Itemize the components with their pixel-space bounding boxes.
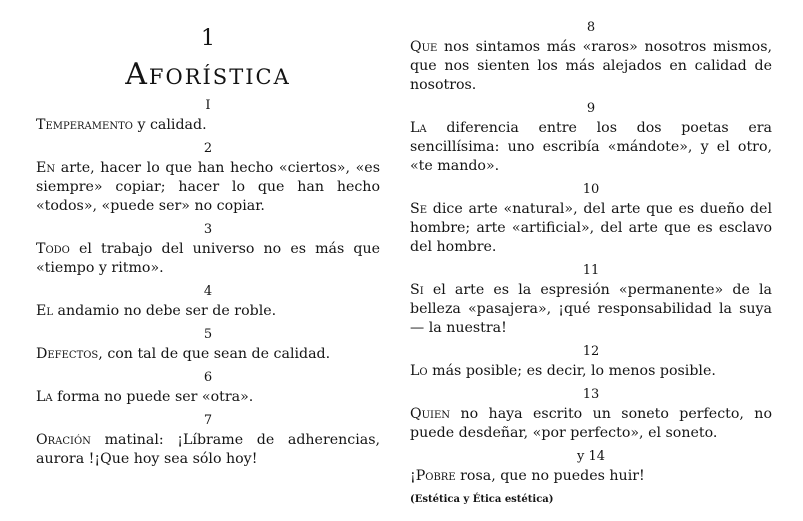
aphorism-lead: Defectos — [36, 346, 99, 362]
right-column — [410, 0, 772, 506]
aphorism-body: y calidad. — [132, 117, 207, 133]
aphorism-body: andamio no debe ser de roble. — [53, 303, 277, 319]
aphorism-number: 10 — [582, 182, 600, 197]
aphorism-text — [36, 159, 380, 216]
aphorism-number: 13 — [582, 387, 600, 402]
aphorism-11 — [410, 263, 772, 338]
aphorism-body: forma no puede ser «otra». — [52, 389, 254, 405]
aphorism-text — [410, 467, 772, 486]
aphorism-12 — [410, 344, 772, 381]
aphorism-8 — [410, 20, 772, 95]
aphorism-text — [36, 431, 380, 469]
aphorism-text — [410, 362, 772, 381]
aphorism-body: arte, hacer lo que han hecho «ciertos», «es siempre» copiar; hacer lo que han hecho «todos», «puede ser» no copiar. — [36, 160, 380, 214]
aphorism-lead: Lo — [410, 363, 428, 379]
aphorism-10 — [410, 182, 772, 257]
aphorism-lead: Temperamento — [36, 117, 133, 133]
aphorism-body: rosa, que no puedes huir! — [455, 468, 645, 484]
aphorism-1 — [36, 98, 380, 135]
aphorism-number: 8 — [586, 20, 596, 35]
aphorism-body: más posible; es decir, lo menos posible. — [427, 363, 716, 379]
aphorism-text — [36, 388, 380, 407]
aphorism-number: 2 — [203, 141, 213, 156]
aphorism-body: nos sintamos más «raros» nosotros mismos, que nos sienten los más alejados en calidad de nosotros. — [410, 39, 772, 93]
aphorism-number: 9 — [586, 101, 596, 116]
left-column — [36, 0, 380, 475]
aphorism-lead: La — [410, 120, 427, 136]
aphorism-body: el arte es la espresión «permanente» de la belleza «pasajera», ¡qué responsabilidad la suya — la nuestra! — [410, 282, 772, 336]
aphorism-7 — [36, 413, 380, 469]
aphorism-2 — [36, 141, 380, 216]
aphorism-5 — [36, 327, 380, 364]
aphorism-number: 6 — [203, 370, 213, 385]
chapter-number: 1 — [201, 26, 215, 51]
source-citation: (Estética y Ética estética) — [410, 494, 554, 505]
aphorism-9 — [410, 101, 772, 176]
aphorism-lead: Se — [410, 201, 428, 217]
aphorism-number: 11 — [582, 263, 600, 278]
aphorism-number: 7 — [203, 413, 213, 428]
aphorism-lead: Que — [410, 39, 438, 55]
aphorism-number: 3 — [203, 222, 213, 237]
aphorism-text — [410, 119, 772, 176]
aphorism-text — [410, 38, 772, 95]
aphorism-body: no haya escrito un soneto perfecto, no puede desdeñar, «por perfecto», el soneto. — [410, 406, 772, 441]
aphorism-lead: ¡Pobre — [410, 468, 456, 484]
aphorism-14 — [410, 449, 772, 486]
aphorism-body: el trabajo del universo no es más que «tiempo y ritmo». — [36, 241, 380, 276]
aphorism-number: 12 — [582, 344, 600, 359]
aphorism-text — [36, 345, 380, 364]
aphorism-number: I — [205, 98, 211, 113]
aphorism-text — [36, 116, 380, 135]
aphorism-3 — [36, 222, 380, 278]
aphorism-number: 4 — [203, 284, 213, 299]
aphorism-text — [410, 200, 772, 257]
aphorism-text — [410, 405, 772, 443]
aphorism-text — [36, 302, 380, 321]
aphorism-body: , con tal de que sean de calidad. — [98, 346, 331, 362]
aphorism-13 — [410, 387, 772, 443]
aphorism-text — [36, 240, 380, 278]
chapter-title: Aforística — [125, 57, 291, 92]
aphorism-lead: Todo — [36, 241, 70, 257]
aphorism-lead: El — [36, 303, 53, 319]
aphorism-body: dice arte «natural», del arte que es dueño del hombre; arte «artificial», del arte que es esclavo del hombre. — [410, 201, 772, 255]
aphorism-lead: En — [36, 160, 56, 176]
aphorism-lead: Oración — [36, 432, 91, 448]
aphorism-number: y 14 — [576, 449, 606, 464]
aphorism-lead: La — [36, 389, 53, 405]
aphorism-6 — [36, 370, 380, 407]
aphorism-number: 5 — [203, 327, 213, 342]
aphorism-text — [410, 281, 772, 338]
aphorism-lead: Quien — [410, 406, 451, 422]
aphorism-4 — [36, 284, 380, 321]
aphorism-body: matinal: ¡Líbrame de adherencias, aurora !¡Que hoy sea sólo hoy! — [36, 432, 380, 467]
aphorism-lead: Si — [410, 282, 424, 298]
aphorism-body: diferencia entre los dos poetas era sencillísima: uno escribía «mándote», y el otro, «te mando». — [410, 120, 772, 174]
